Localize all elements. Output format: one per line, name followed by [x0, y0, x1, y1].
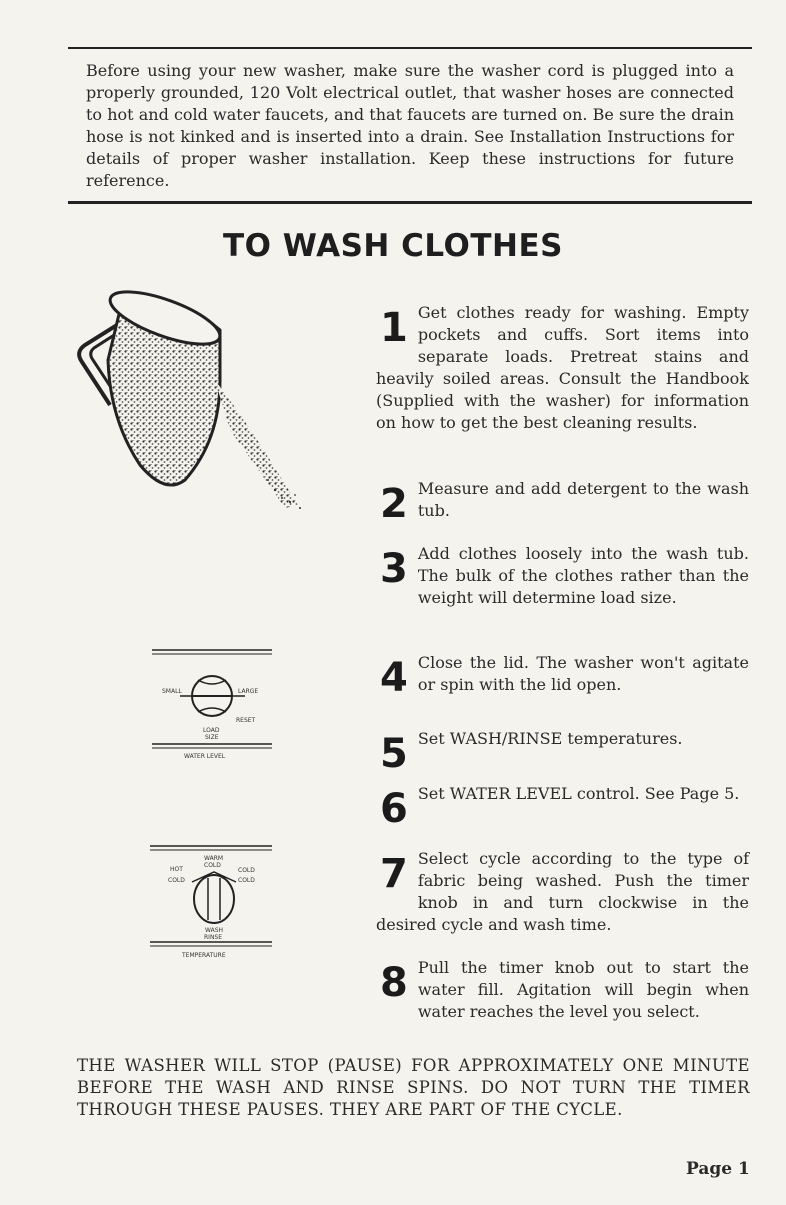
small-label: SMALL — [162, 688, 182, 695]
step-text: Close the lid. The washer won't agitate or spin with the lid open. — [417, 653, 749, 694]
temperature-caption: TEMPERATURE — [182, 952, 226, 959]
cold-left-label: COLD — [168, 877, 185, 884]
step-text: Set WATER LEVEL control. See Page 5. — [417, 784, 740, 803]
size-label: SIZE — [205, 734, 219, 741]
step-number: 7 — [380, 851, 408, 897]
step-6 — [376, 783, 749, 832]
step-number: 2 — [380, 481, 408, 527]
cold-right-label-2: COLD — [238, 877, 255, 884]
step-number: 8 — [380, 960, 408, 1006]
step-3 — [376, 543, 749, 609]
bottom-rule — [68, 201, 752, 204]
page-number: Page 1 — [686, 1159, 750, 1179]
water-level-caption: WATER LEVEL — [184, 753, 226, 760]
warm-cold-label: COLD — [204, 862, 221, 869]
step-number: 4 — [380, 655, 408, 701]
step-2 — [376, 478, 749, 527]
rinse-label: RINSE — [204, 934, 223, 941]
step-8 — [376, 957, 749, 1023]
top-rule — [68, 47, 752, 49]
step-number: 3 — [380, 546, 408, 592]
intro-paragraph: Before using your new washer, make sure the washer cord is plugged into a properly grounded, 120 Volt electrical outlet, that washer hoses are connected to hot and cold water faucets, and that faucets are turned on. Be sure the drain hose is not kinked and is inserted into a drain. See Installation Instructions for details of proper washer installation. Keep these instructions for future reference. — [86, 61, 734, 190]
warm-label: WARM — [204, 855, 224, 862]
page-title: TO WASH CLOTHES — [223, 228, 563, 264]
step-text: Measure and add detergent to the wash tub. — [417, 479, 749, 520]
step-number: 5 — [380, 731, 408, 777]
step-text: Select cycle according to the type of fabric being washed. Push the timer knob in and turn clockwise in the desired cycle and wash time. — [376, 849, 749, 934]
step-text: Pull the timer knob out to start the water fill. Agitation will begin when water reaches the level you select. — [417, 958, 749, 1021]
step-number: 1 — [380, 305, 408, 351]
hot-label: HOT — [170, 866, 183, 873]
reset-label: RESET — [236, 717, 256, 724]
step-5 — [376, 728, 749, 777]
step-text: Set WASH/RINSE temperatures. — [417, 729, 683, 748]
step-number: 6 — [380, 786, 408, 832]
step-1 — [376, 302, 749, 434]
detergent-pitcher-illustration — [70, 290, 315, 515]
temperature-dial — [148, 844, 276, 964]
wash-label: WASH — [205, 927, 224, 934]
step-text: Get clothes ready for washing. Empty pockets and cuffs. Sort items into separate loads. Pretreat stains and heavily soiled areas. Consult the Handbook (Supplied with the washer) for information on how to get the best cleaning results. — [376, 303, 749, 432]
large-label: LARGE — [238, 688, 259, 695]
load-label: LOAD — [203, 727, 220, 734]
step-7 — [376, 848, 749, 936]
step-4 — [376, 652, 749, 701]
pause-warning: THE WASHER WILL STOP (PAUSE) FOR APPROXIMATELY ONE MINUTE BEFORE THE WASH AND RINSE SPINS. DO NOT TURN THE TIMER THROUGH THESE PAUSES. THEY ARE PART OF THE CYCLE. — [77, 1056, 750, 1119]
cold-right-label-1: COLD — [238, 867, 255, 874]
step-text: Add clothes loosely into the wash tub. The bulk of the clothes rather than the weight will determine load size. — [417, 544, 749, 607]
water-level-dial — [150, 648, 275, 763]
